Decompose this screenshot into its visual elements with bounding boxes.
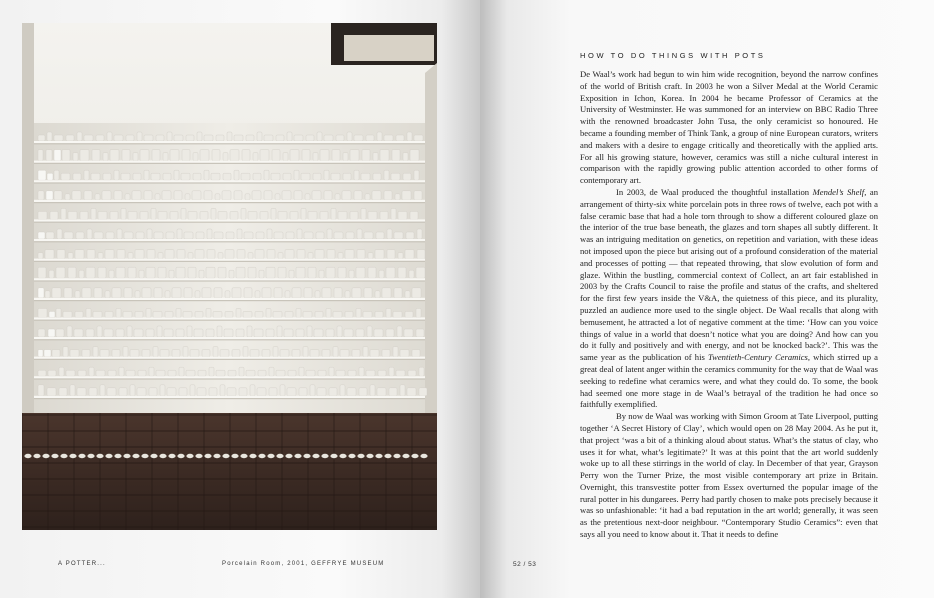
paragraph-2 bbox=[580, 187, 878, 411]
page-folio: 52 / 53 bbox=[513, 561, 537, 568]
running-head: HOW TO DO THINGS WITH POTS bbox=[580, 51, 766, 60]
body-text bbox=[580, 69, 878, 541]
paragraph-3 bbox=[580, 411, 878, 541]
text-run: , which stirred up a great deal of latent anger within the ceramics community for the way that de Waal was seeking to redefine what ceramics were, and what they could do. To some, the book had seemed one more stage in de Waal’s betrayal of the tradition he had once so faithfully exemplified. bbox=[580, 352, 878, 410]
text-run: De Waal’s work had begun to win him wide recognition, beyond the narrow confines of the world of British craft. In 2003 he won a Silver Medal at the World Ceramic Exposition in Ichon, Korea. In 2004 he became Professor of Ceramics at the University of Westminster. He was summoned for an interview on BBC Radio Three with the renowned broadcaster John Tusa, the only ceramicist so honoured. He became a founding member of Think Tank, a group of nine European curators, writers and makers with a desire to engage critically and theoretically with the applied arts. For all his growing stature, however, ceramics was still a niche cultural interest in comparison with the rapidly growing public attention accorded to other forms of contemporary art. bbox=[580, 69, 878, 186]
text-run: In 2003, de Waal produced the thoughtful installation bbox=[616, 186, 813, 197]
left-footer-label: A POTTER... bbox=[58, 561, 106, 567]
italic-title: Twentieth-Century Ceramics bbox=[707, 352, 808, 363]
italic-title: Mendel’s Shelf bbox=[812, 186, 865, 197]
text-run: , an arrangement of thirty-six white porcelain pots in three rows of twelve, each pot with a false ceramic base that had a hole torn through to show a different coloured glaze on the interior of the true base beneath, the glazes and torn shapes all subtly different. It was an intriguing meditation on genetics, on repetition and variation, with these ideas not imposed upon the piece but arising out of a profound consideration of the material and processes of potting — that repeated throwing, that slow evolution of form and glaze. Within the bustling, commercial context of Collect, an art fair established in 2003 by the Crafts Council to raise the profile and status of the crafts, and sheltered for the first few years inside the V&A, the quietness of this piece, and its plurality, puzzled an audience more used to the single object. De Waal recalls that along with bemusement, he attracted a lot of negative comment at the time: ‘How can you voice things of value in a world that doesn’t notice what you are doing? And how can you do it fully and positively and with energy, and not be knocked back?’. This was the same year as the publication of his bbox=[580, 186, 878, 363]
paragraph-1 bbox=[580, 69, 878, 187]
porcelain-room-photo bbox=[22, 23, 437, 530]
photo-caption: Porcelain Room, 2001, GEFFRYE MUSEUM bbox=[222, 561, 385, 567]
text-run: By now de Waal was working with Simon Groom at Tate Liverpool, putting together ‘A Secret History of Clay’, which would open on 28 May 2004. As he put it, that project ‘was a bit of a thinking aloud about status. What’s the status of clay, who uses it for what, what’s legitimate?’ It was at this point that the art world suddenly woke up to all these stirrings in the world of clay. In December of that year, Grayson Perry won the Turner Prize, the most visible contemporary art prize in Britain. Overnight, this transvestite potter from Essex overturned the popular image of the rural potter in his dungarees. Perry had partly chosen to make pots precisely because it was so unfashionable: ‘it had a bad reputation in the art world; generally, it was seen as the pretentious next-door neighbour. “Contemporary Studio Ceramics”: even that says all you need to know about it. That it needs to define bbox=[580, 411, 878, 540]
